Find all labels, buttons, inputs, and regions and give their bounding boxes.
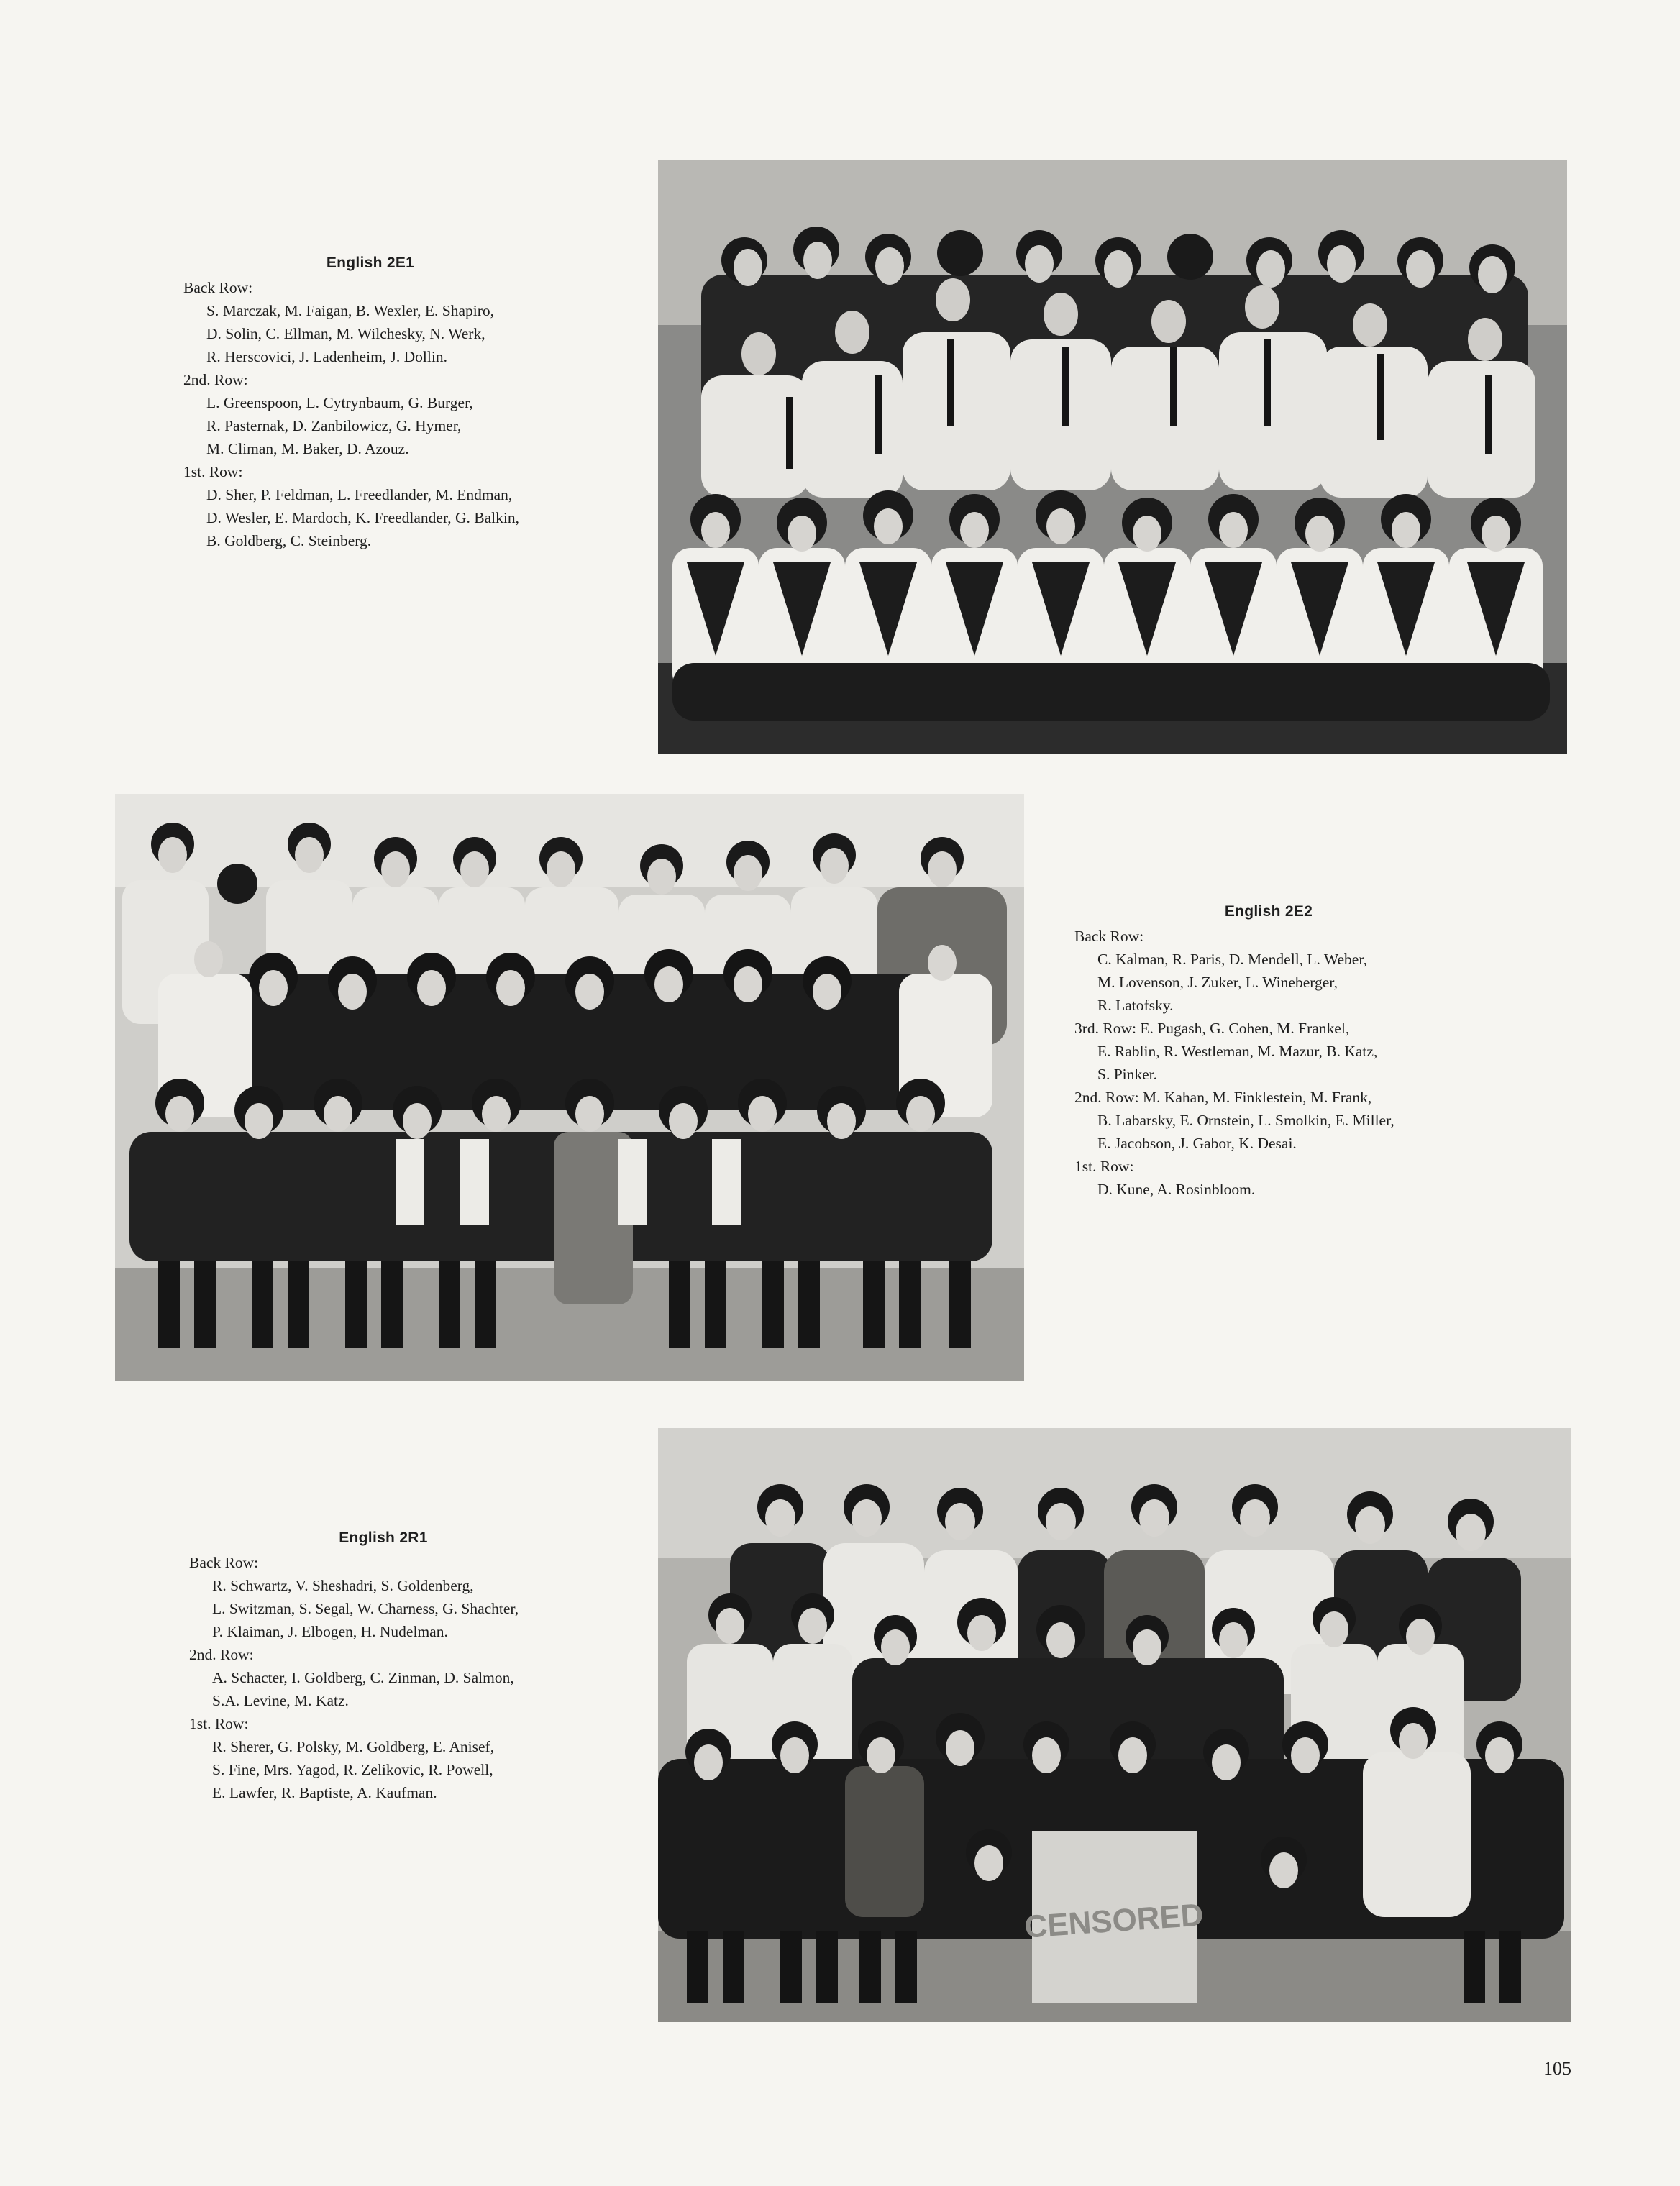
row-label: 1st. Row: xyxy=(189,1715,249,1732)
row-names xyxy=(183,483,629,552)
row-back xyxy=(183,276,629,368)
row-second xyxy=(183,368,629,460)
caption-english-2e1 xyxy=(183,252,629,552)
names-line: E. Lawfer, R. Baptiste, A. Kaufman. xyxy=(212,1784,437,1801)
names-line: S. Marczak, M. Faigan, B. Wexler, E. Shapiro, xyxy=(206,302,495,319)
row-names xyxy=(189,1574,635,1643)
row-first-line xyxy=(1074,1086,1535,1109)
row-names xyxy=(189,1735,635,1804)
names-line: S. Fine, Mrs. Yagod, R. Zelikovic, R. Powell, xyxy=(212,1761,493,1778)
class-photo-english-2e1 xyxy=(658,160,1567,754)
row-first xyxy=(1074,1155,1535,1201)
row-label: Back Row: xyxy=(183,279,253,296)
names-line: E. Jacobson, J. Gabor, K. Desai. xyxy=(1097,1135,1297,1152)
row-first xyxy=(183,460,629,552)
names-line: D. Kune, A. Rosinbloom. xyxy=(1097,1181,1256,1198)
names-line: L. Greenspoon, L. Cytrynbaum, G. Burger, xyxy=(206,394,473,411)
names-line: B. Labarsky, E. Ornstein, L. Smolkin, E. Miller, xyxy=(1097,1112,1394,1129)
names-line: D. Solin, C. Ellman, M. Wilchesky, N. Werk, xyxy=(206,325,485,342)
class-photo-english-2e2 xyxy=(115,794,1024,1381)
caption-english-2e2 xyxy=(1074,900,1535,1201)
section-title: English 2R1 xyxy=(339,1529,428,1546)
row-label: Back Row: xyxy=(189,1554,259,1571)
row-names xyxy=(1074,1040,1535,1086)
names-line: S.A. Levine, M. Katz. xyxy=(212,1692,349,1709)
names-line: S. Pinker. xyxy=(1097,1066,1158,1083)
names-line: C. Kalman, R. Paris, D. Mendell, L. Weber, xyxy=(1097,951,1367,968)
row-names xyxy=(1074,948,1535,1017)
row-third xyxy=(1074,1017,1535,1086)
names-line: D. Sher, P. Feldman, L. Freedlander, M. Endman, xyxy=(206,486,513,503)
names-line: R. Herscovici, J. Ladenheim, J. Dollin. xyxy=(206,348,447,365)
names-line: R. Sherer, G. Polsky, M. Goldberg, E. Anisef, xyxy=(212,1738,495,1755)
row-names xyxy=(189,1666,635,1712)
row-first-line xyxy=(1074,1017,1535,1040)
row-second xyxy=(1074,1086,1535,1155)
names-line: L. Switzman, S. Segal, W. Charness, G. Shachter, xyxy=(212,1600,519,1617)
caption-english-2r1 xyxy=(189,1527,635,1804)
names-line: M. Lovenson, J. Zuker, L. Wineberger, xyxy=(1097,974,1338,991)
names-line: R. Schwartz, V. Sheshadri, S. Goldenberg, xyxy=(212,1577,474,1594)
names-line: E. Rablin, R. Westleman, M. Mazur, B. Katz, xyxy=(1097,1043,1378,1060)
row-names xyxy=(1074,1178,1535,1201)
page-number: 105 xyxy=(1543,2058,1571,2079)
names-line: D. Wesler, E. Mardoch, K. Freedlander, G. Balkin, xyxy=(206,509,519,526)
names-line: B. Goldberg, C. Steinberg. xyxy=(206,532,372,549)
names-line: E. Pugash, G. Cohen, M. Frankel, xyxy=(1140,1020,1350,1037)
row-label: 2nd. Row: xyxy=(189,1646,254,1663)
row-label: 3rd. Row: xyxy=(1074,1020,1136,1037)
section-title: English 2E1 xyxy=(326,255,415,271)
row-names xyxy=(183,391,629,460)
row-first xyxy=(189,1712,635,1804)
names-line: A. Schacter, I. Goldberg, C. Zinman, D. Salmon, xyxy=(212,1669,514,1686)
row-label: 1st. Row: xyxy=(183,463,243,480)
row-names xyxy=(183,299,629,368)
names-line: R. Latofsky. xyxy=(1097,997,1174,1014)
row-names xyxy=(1074,1109,1535,1155)
class-photo-english-2r1 xyxy=(658,1428,1571,2022)
names-line: R. Pasternak, D. Zanbilowicz, G. Hymer, xyxy=(206,417,462,434)
row-back xyxy=(1074,925,1535,1017)
section-title: English 2E2 xyxy=(1224,903,1313,920)
names-line: M. Kahan, M. Finklestein, M. Frank, xyxy=(1142,1089,1372,1106)
row-back xyxy=(189,1551,635,1643)
row-second xyxy=(189,1643,635,1712)
row-label: 2nd. Row: xyxy=(1074,1089,1139,1106)
names-line: M. Climan, M. Baker, D. Azouz. xyxy=(206,440,409,457)
names-line: P. Klaiman, J. Elbogen, H. Nudelman. xyxy=(212,1623,448,1640)
sign-text: CENSORED xyxy=(1023,1897,1205,1945)
row-label: Back Row: xyxy=(1074,928,1144,945)
row-label: 1st. Row: xyxy=(1074,1158,1134,1175)
row-label: 2nd. Row: xyxy=(183,371,248,388)
censored-sign xyxy=(1023,1831,1205,2003)
